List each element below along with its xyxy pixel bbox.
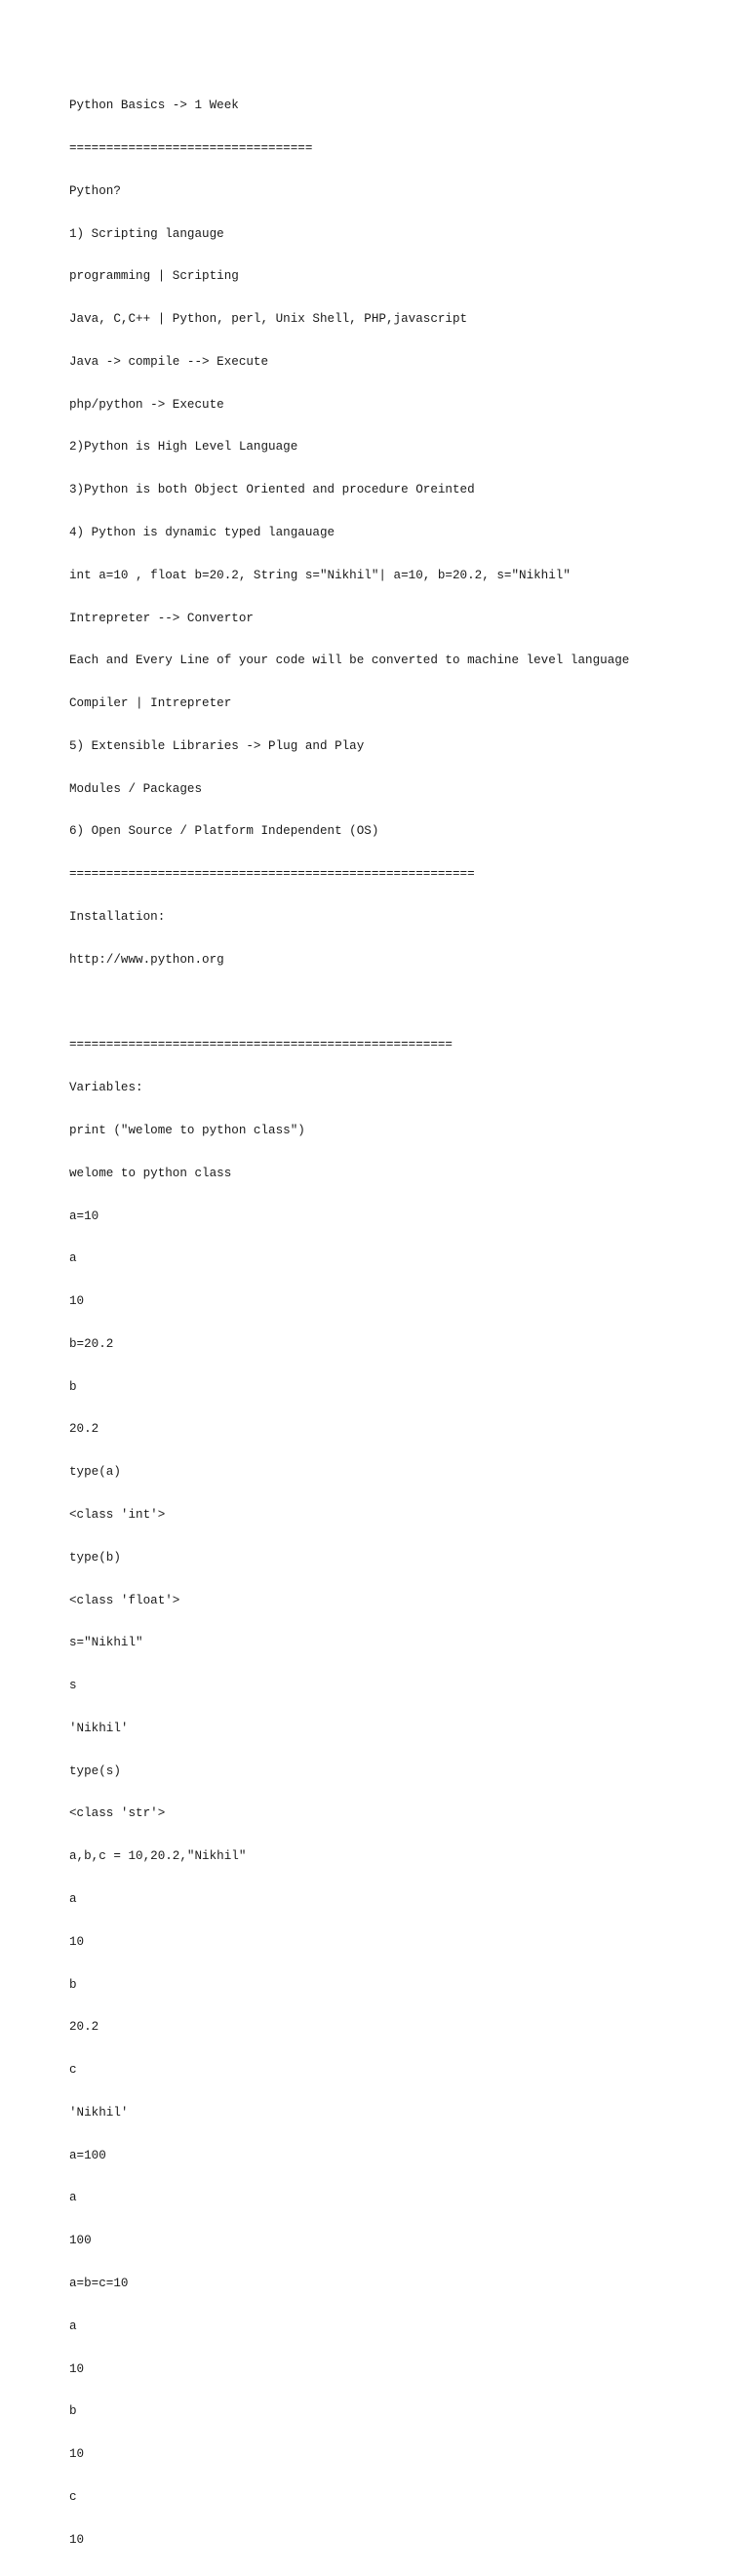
text-line-43: a: [69, 1892, 77, 1906]
text-line-6: Java, C,C++ | Python, perl, Unix Shell, PHP,javascript: [69, 312, 468, 327]
text-line-22: [69, 996, 713, 1011]
text-line-16: 5) Extensible Libraries -> Plug and Play: [69, 738, 365, 753]
text-line-42: a,b,c = 10,20.2,"Nikhil": [69, 1849, 247, 1864]
text-line-51: 100: [69, 2234, 92, 2248]
text-line-25: print ("welome to python class"): [69, 1123, 305, 1137]
text-line-58: 10: [69, 2532, 85, 2547]
text-line-9: 2)Python is High Level Language: [69, 440, 298, 455]
text-line-1: Python Basics -> 1 Week: [69, 99, 239, 113]
text-line-54: 10: [69, 2361, 85, 2376]
text-line-45: b: [69, 1977, 77, 1992]
document-text-body: [69, 70, 713, 2576]
text-line-24: Variables:: [69, 1081, 143, 1095]
text-line-7: Java -> compile --> Execute: [69, 354, 269, 369]
text-line-30: b=20.2: [69, 1336, 114, 1351]
text-line-27: a=10: [69, 1209, 99, 1223]
text-line-18: 6) Open Source / Platform Independent (OS): [69, 824, 379, 839]
text-line-26: welome to python class: [69, 1166, 232, 1180]
text-line-12: int a=10 , float b=20.2, String s="Nikhil"| a=10, b=20.2, s="Nikhil": [69, 568, 571, 582]
text-line-14: Each and Every Line of your code will be converted to machine level language: [69, 654, 630, 668]
text-line-50: a: [69, 2191, 77, 2205]
text-line-17: Modules / Packages: [69, 781, 203, 796]
text-line-5: programming | Scripting: [69, 269, 239, 284]
text-line-2: =================================: [69, 140, 313, 155]
text-line-53: a: [69, 2318, 77, 2333]
text-line-39: 'Nikhil': [69, 1721, 129, 1735]
text-line-4: 1) Scripting langauge: [69, 226, 224, 241]
text-line-23: ====================================================: [69, 1038, 453, 1052]
text-line-56: 10: [69, 2447, 85, 2462]
text-line-11: 4) Python is dynamic typed langauage: [69, 526, 335, 539]
text-line-32: 20.2: [69, 1422, 99, 1437]
text-line-38: s: [69, 1679, 77, 1693]
text-line-29: 10: [69, 1294, 85, 1309]
text-line-48: 'Nikhil': [69, 2105, 129, 2120]
text-line-40: type(s): [69, 1764, 121, 1778]
text-line-3: Python?: [69, 183, 121, 198]
text-line-19: =======================================================: [69, 867, 475, 882]
text-line-46: 20.2: [69, 2020, 99, 2035]
text-line-49: a=100: [69, 2148, 106, 2162]
text-line-15: Compiler | Intrepreter: [69, 696, 232, 711]
text-line-8: php/python -> Execute: [69, 397, 224, 412]
text-line-28: a: [69, 1251, 77, 1266]
text-line-13: Intrepreter --> Convertor: [69, 611, 254, 625]
text-line-35: type(b): [69, 1550, 121, 1565]
text-line-44: 10: [69, 1934, 85, 1949]
text-line-52: a=b=c=10: [69, 2277, 129, 2291]
text-line-33: type(a): [69, 1465, 121, 1480]
text-line-20: Installation:: [69, 910, 166, 925]
text-line-57: c: [69, 2489, 77, 2504]
text-line-34: <class 'int'>: [69, 1507, 166, 1522]
text-line-47: c: [69, 2063, 77, 2078]
text-line-41: <class 'str'>: [69, 1806, 166, 1821]
text-line-36: <class 'float'>: [69, 1593, 180, 1607]
text-line-37: s="Nikhil": [69, 1636, 143, 1650]
text-line-55: b: [69, 2404, 77, 2419]
text-line-10: 3)Python is both Object Oriented and procedure Oreinted: [69, 483, 475, 497]
text-line-21: http://www.python.org: [69, 952, 224, 967]
text-line-31: b: [69, 1379, 77, 1394]
